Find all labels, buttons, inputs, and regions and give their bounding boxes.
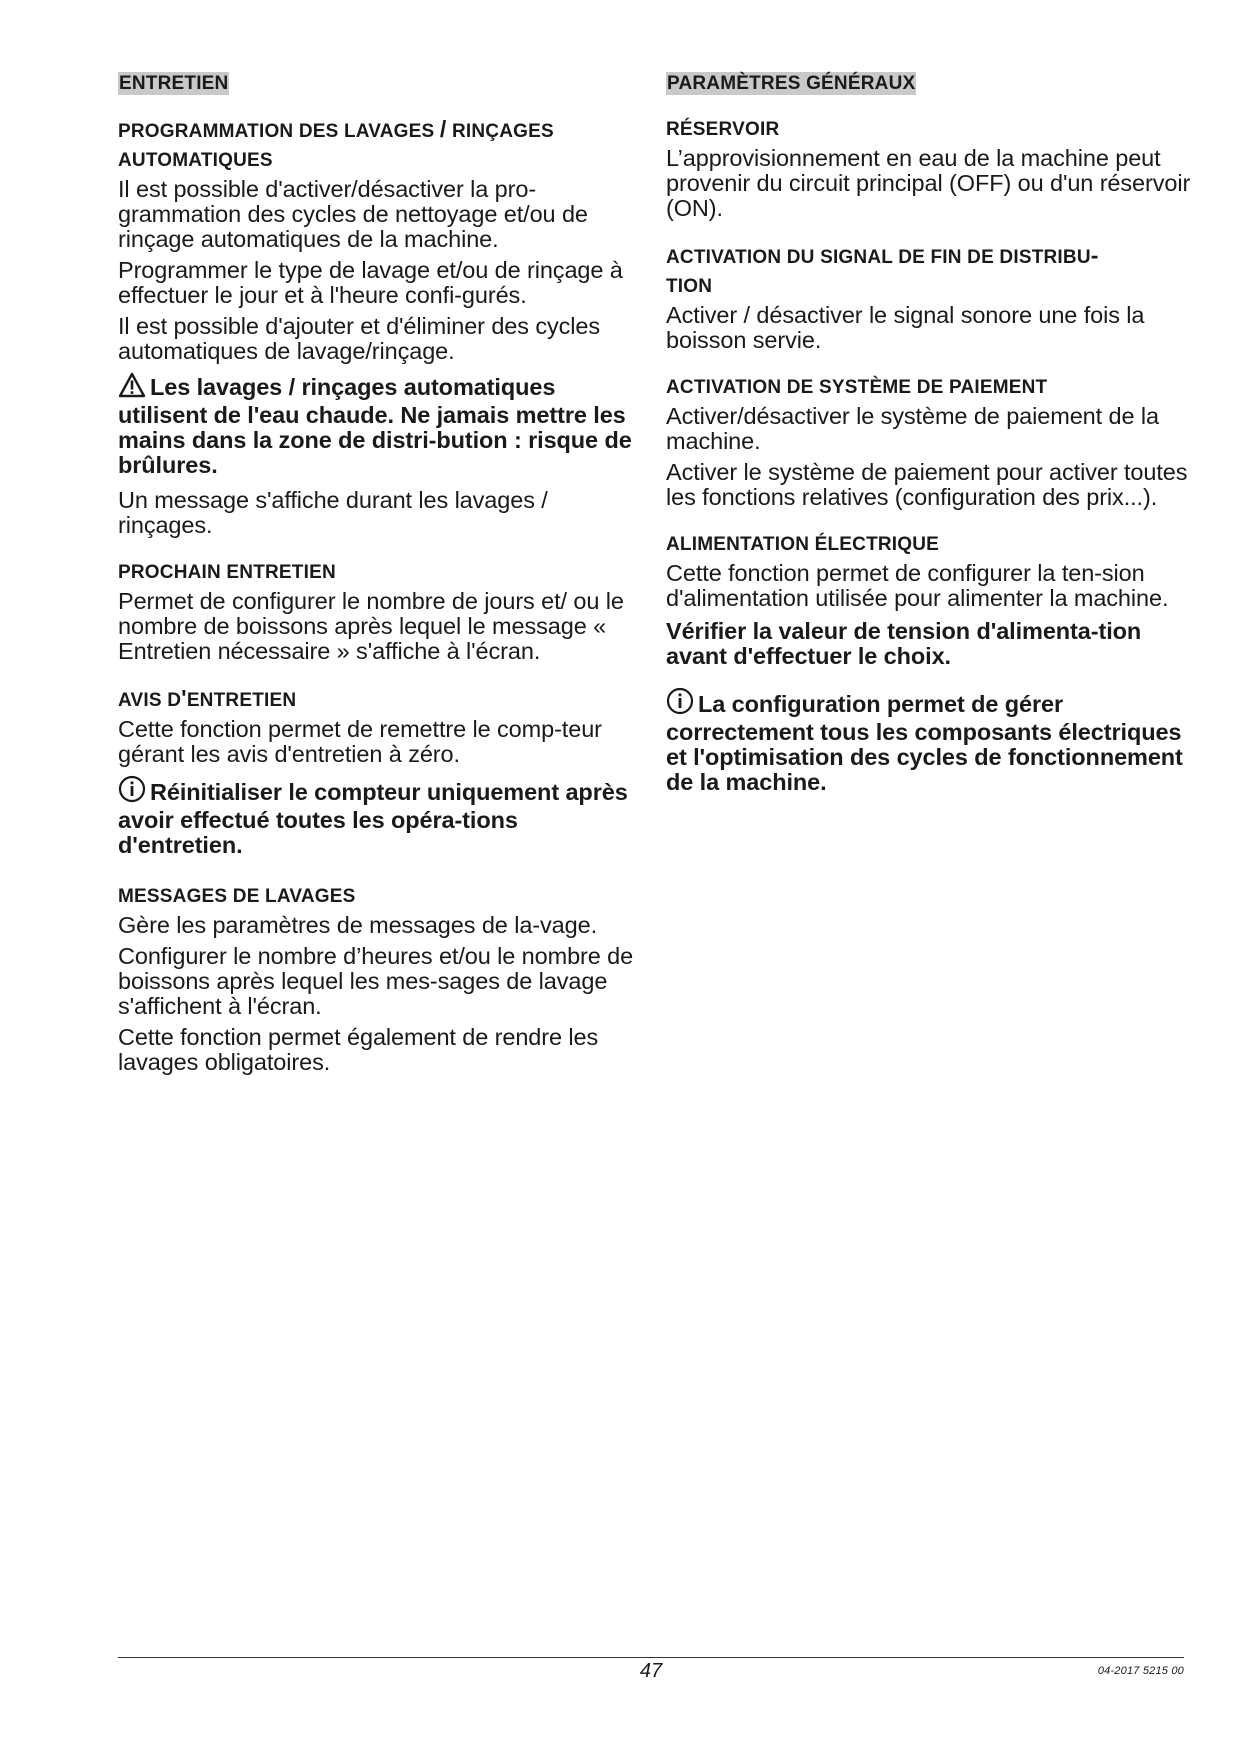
info-note — [666, 687, 1196, 795]
paragraph: Activer / désactiver le signal sonore une fois la boisson servie. — [666, 302, 1145, 353]
paragraph: Cette fonction permet de remettre le comp-teur gérant les avis d'entretien à zéro. — [118, 716, 602, 767]
paragraph: Cette fonction permet de configurer la ten-sion d'alimentation utilisée pour alimenter la machine. — [666, 560, 1169, 611]
heading-signal-fin-distribution — [666, 241, 1196, 301]
paragraph: Gère les paramètres de messages de la-vage. — [118, 912, 597, 938]
heading-part: PROGRAMMATION DES LAVAGES — [118, 121, 440, 142]
paragraph: Un message s'affiche durant les lavages / rinçages. — [118, 487, 548, 538]
section-title-parametres-generaux: PARAMÈTRES GÉNÉRAUX — [667, 73, 916, 94]
paragraph: Cette fonction permet également de rendre les lavages obligatoires. — [118, 1024, 599, 1075]
bold-note: Vérifier la valeur de tension d'alimenta-tion avant d'effectuer le choix. — [666, 618, 1142, 669]
warning-triangle-icon — [118, 372, 146, 403]
paragraph: L’approvisionnement en eau de la machine peut provenir du circuit principal (OFF) ou d'un réservoir (ON). — [666, 145, 1191, 221]
right-column — [666, 72, 1196, 805]
heading-systeme-paiement: ACTIVATION DE SYSTÈME DE PAIEMENT — [666, 377, 1048, 398]
info-note — [118, 775, 638, 858]
heading-apostrophe: ' — [181, 685, 187, 711]
heading-part: RINÇAGES — [446, 121, 554, 142]
paragraph: Activer/désactiver le système de paiement de la machine. — [666, 403, 1159, 454]
heading-part: ACTIVATION DU SIGNAL DE FIN DE DISTRIBU — [666, 247, 1091, 268]
left-column — [118, 72, 638, 1081]
section-title-entretien: ENTRETIEN — [119, 73, 229, 94]
page-number: 47 — [639, 1660, 663, 1682]
heading-programmation — [118, 115, 638, 175]
heading-hyphen: - — [1090, 242, 1099, 268]
info-circle-icon — [118, 775, 146, 808]
heading-avis-entretien — [118, 684, 638, 715]
info-circle-icon — [666, 687, 694, 720]
paragraph: Configurer le nombre d’heures et/ou le nombre de boissons après lequel les mes-sages de lavage s'affichent à l'écran. — [118, 943, 634, 1019]
info-text: Réinitialiser le compteur uniquement après avoir effectué toutes les opéra-tions d'entretien. — [118, 779, 628, 858]
warning-text: Les lavages / rinçages automatiques utilisent de l'eau chaude. Ne jamais mettre les mains dans la zone de distri-bution : risque de brûlures. — [118, 374, 632, 478]
heading-part: AUTOMATIQUES — [118, 150, 273, 171]
heading-part: AVIS D — [118, 690, 182, 711]
heading-reservoir: RÉSERVOIR — [666, 119, 780, 140]
heading-part: ENTRETIEN — [186, 690, 297, 711]
footer-divider — [118, 1657, 1184, 1658]
heading-slash: / — [439, 116, 447, 142]
heading-part: TION — [666, 276, 713, 297]
document-code: 04-2017 5215 00 — [1097, 1665, 1184, 1677]
paragraph: Permet de configurer le nombre de jours et/ ou le nombre de boissons après lequel le message « Entretien nécessaire » s'affiche à l'écran. — [118, 588, 624, 664]
warning-note — [118, 372, 638, 478]
paragraph: Il est possible d'activer/désactiver la pro-grammation des cycles de nettoyage et/ou de rinçage automatiques de la machine. — [118, 176, 588, 252]
info-text: La configuration permet de gérer correctement tous les composants électriques et l'optimisation des cycles de fonctionnement de la machine. — [666, 691, 1183, 795]
paragraph: Activer le système de paiement pour activer toutes les fonctions relatives (configuration des prix...). — [666, 459, 1188, 510]
paragraph: Programmer le type de lavage et/ou de rinçage à effectuer le jour et à l'heure confi-gurés. — [118, 257, 623, 308]
heading-prochain-entretien: PROCHAIN ENTRETIEN — [118, 562, 336, 583]
paragraph: Il est possible d'ajouter et d'éliminer des cycles automatiques de lavage/rinçage. — [118, 313, 601, 364]
heading-alimentation-electrique: ALIMENTATION ÉLECTRIQUE — [666, 534, 940, 555]
heading-messages-lavages: MESSAGES DE LAVAGES — [118, 886, 356, 907]
